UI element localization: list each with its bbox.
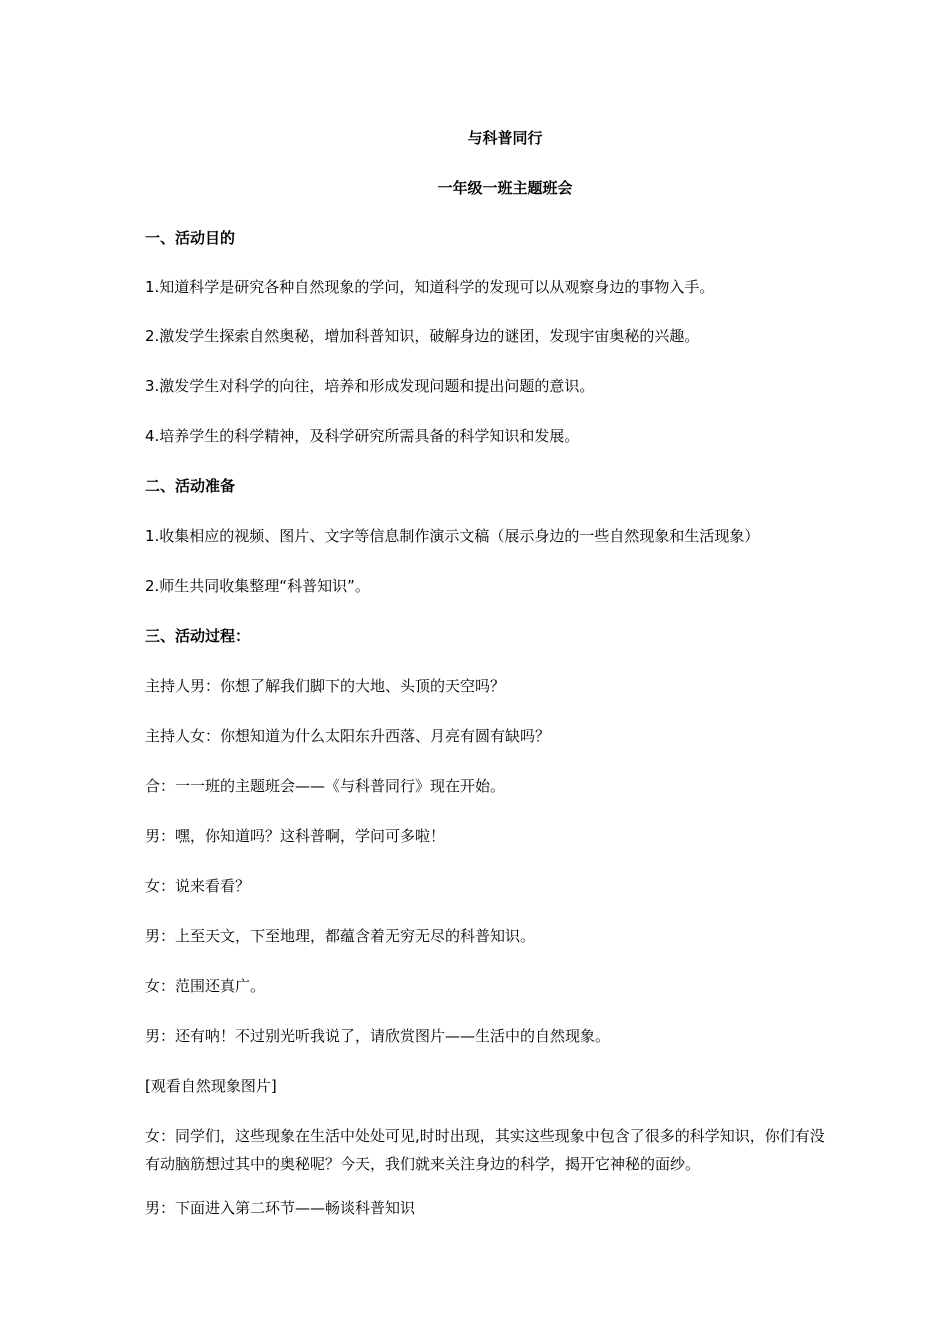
section-heading-purpose: 一、活动目的 <box>145 229 236 247</box>
dialogue-line: 男：上至天文，下至地理，都蕴含着无穷无尽的科普知识。 <box>145 927 536 945</box>
dialogue-line: 女：同学们，这些现象在生活中处处可见,时时出现，其实这些现象中包含了很多的科学知识，你们有没有动脑筋想过其中的奥秘呢？今天，我们就来关注身边的科学，揭开它神秘的面纱。 <box>145 1127 825 1173</box>
dialogue-line: 女：说来看看？ <box>145 877 251 895</box>
section-heading-preparation: 二、活动准备 <box>145 477 236 495</box>
purpose-item: 2.激发学生探索自然奥秘，增加科普知识，破解身边的谜团，发现宇宙奥秘的兴趣。 <box>145 327 700 345</box>
dialogue-line: 男：嘿，你知道吗？这科普啊，学问可多啦！ <box>145 827 446 845</box>
stage-direction: [观看自然现象图片] <box>145 1077 277 1095</box>
preparation-item: 1.收集相应的视频、图片、文字等信息制作演示文稿（展示身边的一些自然现象和生活现象） <box>145 527 760 545</box>
dialogue-line: 男：下面进入第二环节——畅谈科普知识 <box>145 1199 416 1217</box>
dialogue-line: 男：还有呐！不过别光听我说了，请欣赏图片——生活中的自然现象。 <box>145 1027 611 1045</box>
dialogue-line: 主持人女：你想知道为什么太阳东升西落、月亮有圆有缺吗？ <box>145 727 551 745</box>
dialogue-line: 合：一一班的主题班会——《与科普同行》现在开始。 <box>145 777 506 795</box>
purpose-item: 4.培养学生的科学精神，及科学研究所需具备的科学知识和发展。 <box>145 427 580 445</box>
document-subtitle: 一年级一班主题班会 <box>437 179 573 197</box>
document-title: 与科普同行 <box>467 129 543 147</box>
purpose-item: 1.知道科学是研究各种自然现象的学问，知道科学的发现可以从观察身边的事物入手。 <box>145 278 715 296</box>
dialogue-line: 主持人男：你想了解我们脚下的大地、头顶的天空吗？ <box>145 677 506 695</box>
section-heading-process: 三、活动过程： <box>145 627 251 645</box>
preparation-item: 2.师生共同收集整理“科普知识”。 <box>145 577 370 595</box>
purpose-item: 3.激发学生对科学的向往，培养和形成发现问题和提出问题的意识。 <box>145 377 595 395</box>
dialogue-line: 女：范围还真广。 <box>145 977 266 995</box>
